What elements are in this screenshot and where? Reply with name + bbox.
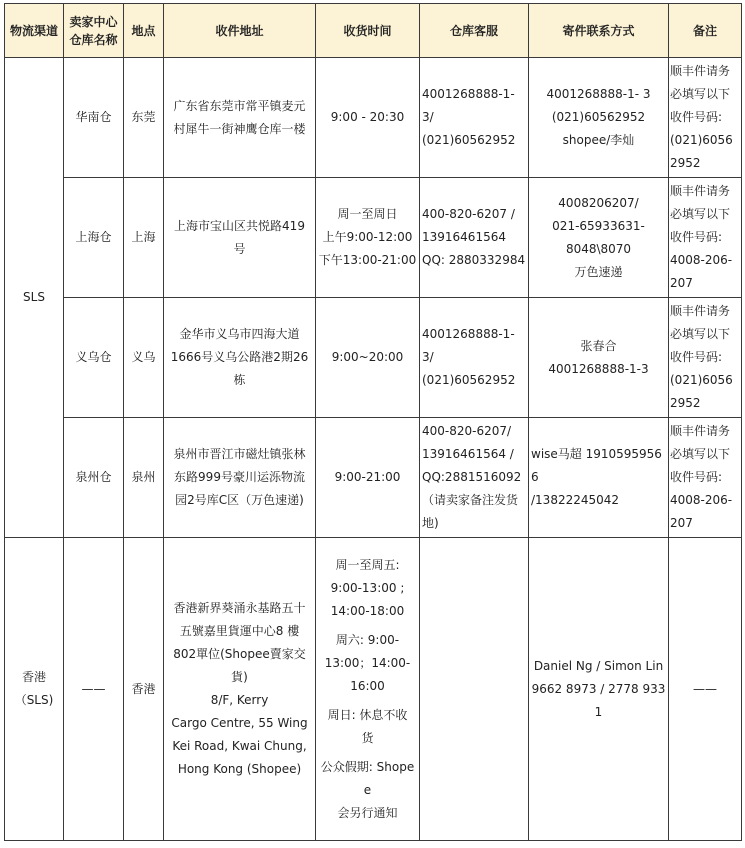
address: 金华市义乌市四海大道 1666号义乌公路港2期26 栋 (164, 298, 316, 418)
address: 香港新界葵涌永基路五十 五號嘉里貨運中心8 樓 802單位(Shopee賣家交 貨) 8/F, Kerry Cargo Centre, 55 Wing Kei Road, Kwai Chung, Hong Kong (Shopee) (164, 538, 316, 841)
location: 泉州 (124, 418, 164, 538)
remark: 顺丰件请务 必填写以下 收件号码: 4008-206- 207 (669, 178, 742, 298)
address: 广东省东莞市常平镇麦元 村犀牛一街神鹰仓库一楼 (164, 58, 316, 178)
warehouse-service: 4001268888-1- 3/ (021)60562952 (420, 298, 529, 418)
warehouse-service (420, 538, 529, 841)
table-row (5, 418, 742, 538)
header-address: 收件地址 (164, 4, 316, 58)
header-time: 收货时间 (316, 4, 420, 58)
address: 泉州市晋江市磁灶镇张林 东路999号豪川运泺物流 园2号库C区（万色速递) (164, 418, 316, 538)
header-remark: 备注 (669, 4, 742, 58)
remark: 顺丰件请务 必填写以下 收件号码: (021)6056 2952 (669, 58, 742, 178)
address: 上海市宝山区共悦路419 号 (164, 178, 316, 298)
remark: 顺丰件请务 必填写以下 收件号码: (021)6056 2952 (669, 298, 742, 418)
header-location: 地点 (124, 4, 164, 58)
warehouse-name: 义乌仓 (64, 298, 124, 418)
receiving-time: 周一至周日 上午9:00-12:00 下午13:00-21:00 (316, 178, 420, 298)
remark: —— (669, 538, 742, 841)
header-row (5, 4, 742, 58)
channel-sls: SLS (5, 58, 64, 538)
receiving-time: 9:00-21:00 (316, 418, 420, 538)
receiving-time: 9:00 - 20:30 (316, 58, 420, 178)
sender-contact: wise马超 19105959566 /13822245042 (529, 418, 669, 538)
header-service: 仓库客服 (420, 4, 529, 58)
warehouse-service: 400-820-6207 / 13916461564 QQ: 2880332984 (420, 178, 529, 298)
header-contact: 寄件联系方式 (529, 4, 669, 58)
table-row (5, 538, 742, 841)
header-warehouse: 卖家中心仓库名称 (64, 4, 124, 58)
receiving-time: 周一至周五: 9:00-13:00 ; 14:00-18:00 周六: 9:00- 13:00；14:00- 16:00 周日: 休息不收 货 公众假期: Shopee 会另行通知 (316, 538, 420, 841)
header-channel: 物流渠道 (5, 4, 64, 58)
table-row (5, 298, 742, 418)
warehouse-name: 泉州仓 (64, 418, 124, 538)
location: 义乌 (124, 298, 164, 418)
receiving-time: 9:00~20:00 (316, 298, 420, 418)
location: 上海 (124, 178, 164, 298)
warehouse-service: 400-820-6207/ 13916461564 / QQ:2881516092 （请卖家备注发货 地) (420, 418, 529, 538)
table-row (5, 178, 742, 298)
warehouse-service: 4001268888-1- 3/ (021)60562952 (420, 58, 529, 178)
sender-contact: Daniel Ng / Simon Lin 9662 8973 / 2778 9331 (529, 538, 669, 841)
channel-hk: 香港 （SLS) (5, 538, 64, 841)
sender-contact: 4008206207/ 021-65933631- 8048\8070 万色速递 (529, 178, 669, 298)
remark: 顺丰件请务 必填写以下 收件号码: 4008-206- 207 (669, 418, 742, 538)
sender-contact: 张春合 4001268888-1-3 (529, 298, 669, 418)
warehouse-name: 华南仓 (64, 58, 124, 178)
warehouse-name: 上海仓 (64, 178, 124, 298)
warehouse-name: —— (64, 538, 124, 841)
location: 东莞 (124, 58, 164, 178)
sender-contact: 4001268888-1- 3 (021)60562952 shopee/李灿 (529, 58, 669, 178)
warehouse-table (4, 3, 742, 841)
table-row (5, 58, 742, 178)
location: 香港 (124, 538, 164, 841)
